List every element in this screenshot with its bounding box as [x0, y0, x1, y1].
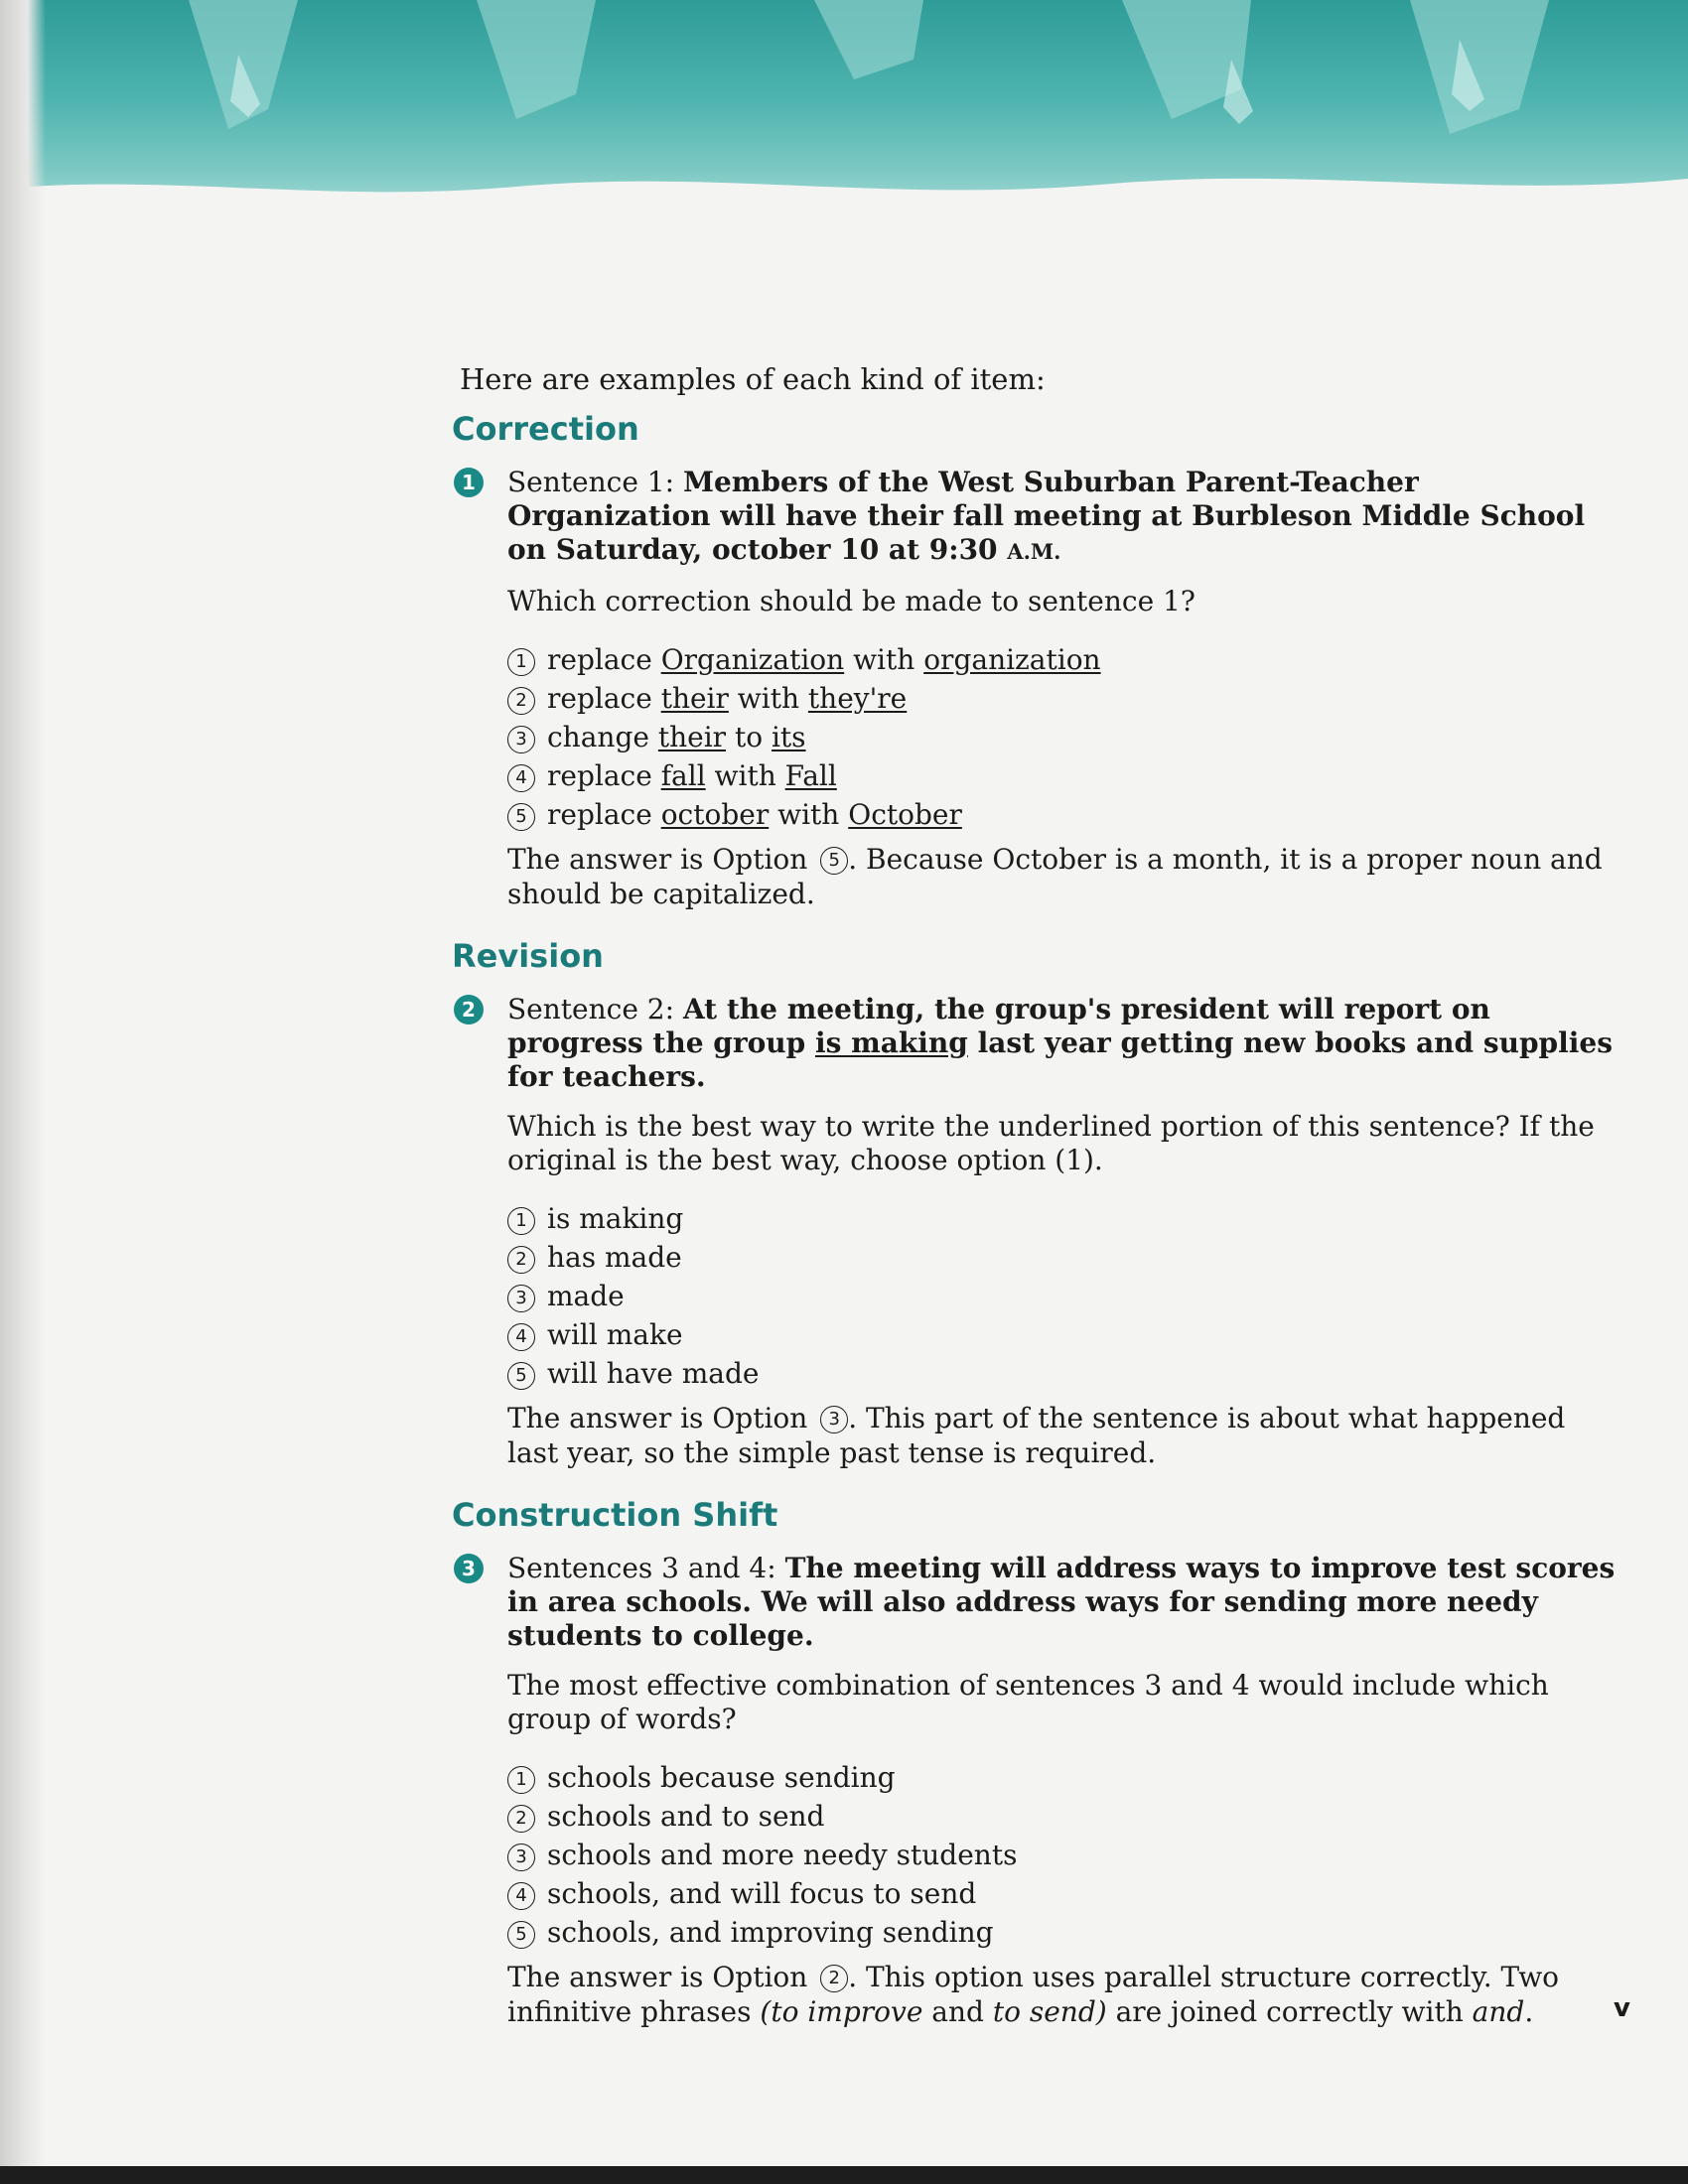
option-list: [507, 1199, 1623, 1393]
option-5[interactable]: [507, 1913, 1623, 1952]
option-number: 1: [507, 648, 535, 676]
sentence-time: A.M.: [1007, 539, 1061, 564]
option-number: 4: [507, 764, 535, 792]
option-text: replace: [547, 643, 661, 676]
item-3: [452, 1552, 1623, 2029]
option-underlined: October: [848, 798, 962, 831]
intro-text: Here are examples of each kind of item:: [460, 362, 1046, 396]
option-2[interactable]: [507, 679, 1623, 718]
answer-option-number: 5: [820, 847, 848, 875]
option-number: 2: [507, 1246, 535, 1274]
option-underlined: their: [660, 682, 729, 715]
option-underlined: they're: [807, 682, 908, 715]
option-text: will have made: [547, 1357, 760, 1390]
option-text: with: [705, 759, 785, 792]
option-5[interactable]: [507, 1354, 1623, 1393]
sentence-text: The meeting will address ways to improve test scores in area schools. We will also address ways for sending more needy students to college.: [507, 1552, 1616, 1652]
option-underlined: october: [660, 798, 770, 831]
option-number: 1: [507, 1766, 535, 1794]
option-list: [507, 640, 1623, 834]
answer-italic: (to improve: [760, 1995, 923, 2028]
option-text: schools, and improving sending: [547, 1916, 994, 1949]
binding-shadow: [0, 0, 46, 2184]
option-text: with: [769, 798, 849, 831]
answer-italic: and: [1472, 1995, 1525, 2028]
page-content: [452, 362, 1623, 2055]
answer-explanation: [507, 1960, 1623, 2029]
item-sentence: [507, 993, 1623, 1094]
option-text: schools because sending: [547, 1761, 896, 1794]
page-bottom-edge: [0, 2166, 1688, 2184]
sentence-text: At the meeting, the group's president will report on progress the group: [507, 993, 1490, 1059]
option-text: replace: [547, 759, 661, 792]
option-text: with: [728, 682, 808, 715]
option-text: change: [547, 721, 658, 753]
answer-text: . This part of the sentence is about what happened last year, so the simple past tense is required.: [507, 1402, 1566, 1469]
option-number: 2: [507, 1805, 535, 1833]
item-number-badge: 1: [454, 468, 484, 497]
option-number: 3: [507, 1285, 535, 1312]
answer-text: . Because October is a month, it is a proper noun and should be capitalized.: [507, 843, 1603, 910]
sentence-text: last year getting new books and supplies for teachers.: [507, 1026, 1613, 1093]
answer-option-number: 2: [820, 1965, 848, 1992]
sentence-text: Members of the West Suburban Parent-Teacher Organization will have their fall meeting at Burbleson Middle School on Saturday, october 10 at 9:30: [507, 466, 1586, 566]
item-question: Which is the best way to write the underlined portion of this sentence? If the original is the best way, choose option (1).: [507, 1110, 1595, 1176]
sentence-underlined-portion: is making: [814, 1026, 968, 1059]
answer-explanation: [507, 842, 1623, 911]
item-number-badge: 3: [454, 1554, 484, 1583]
item-1: [452, 466, 1623, 911]
option-5[interactable]: [507, 795, 1623, 834]
option-number: 4: [507, 1323, 535, 1351]
answer-text: . This option uses parallel structure correctly. Two infinitive phrases: [507, 1961, 1560, 2028]
option-3[interactable]: [507, 718, 1623, 756]
option-text: made: [547, 1280, 625, 1312]
answer-option-number: 3: [820, 1406, 848, 1433]
pencils-illustration: [0, 0, 1688, 213]
item-2: [452, 993, 1623, 1470]
option-text: schools and more needy students: [547, 1839, 1018, 1871]
option-number: 5: [507, 803, 535, 831]
option-underlined: its: [771, 721, 806, 753]
item-number-badge: 2: [454, 995, 484, 1024]
option-text: schools and to send: [547, 1800, 825, 1833]
option-number: 5: [507, 1921, 535, 1949]
option-2[interactable]: [507, 1797, 1623, 1836]
option-underlined: Fall: [784, 759, 837, 792]
sentence-label: Sentences 3 and 4:: [507, 1552, 785, 1584]
item-question: The most effective combination of sentences 3 and 4 would include which group of words?: [507, 1669, 1549, 1735]
option-text: is making: [547, 1202, 684, 1235]
item-sentence: [507, 466, 1623, 569]
option-3[interactable]: [507, 1836, 1623, 1874]
answer-text: and: [922, 1995, 993, 2028]
heading-revision: Revision: [452, 937, 604, 975]
option-4[interactable]: [507, 1874, 1623, 1913]
page-number: v: [1614, 1993, 1630, 2023]
answer-italic: to send): [992, 1995, 1107, 2028]
option-2[interactable]: [507, 1238, 1623, 1277]
option-1[interactable]: [507, 1199, 1623, 1238]
option-underlined: their: [657, 721, 727, 753]
option-text: replace: [547, 798, 661, 831]
option-underlined: fall: [660, 759, 706, 792]
option-text: replace: [547, 682, 661, 715]
option-number: 3: [507, 726, 535, 753]
option-number: 3: [507, 1843, 535, 1871]
answer-label: The answer is Option: [507, 843, 817, 876]
option-3[interactable]: [507, 1277, 1623, 1315]
option-1[interactable]: [507, 1758, 1623, 1797]
option-number: 2: [507, 687, 535, 715]
answer-text: .: [1524, 1995, 1534, 2028]
option-underlined: Organization: [660, 643, 845, 676]
option-text: has made: [547, 1241, 682, 1274]
option-text: will make: [547, 1318, 683, 1351]
heading-correction: Correction: [452, 410, 639, 448]
item-sentence: [507, 1552, 1623, 1653]
sentence-label: Sentence 1:: [507, 466, 683, 498]
option-number: 4: [507, 1882, 535, 1910]
option-underlined: organization: [923, 643, 1101, 676]
option-text: with: [844, 643, 924, 676]
decorative-banner: [0, 0, 1688, 213]
option-number: 5: [507, 1362, 535, 1390]
option-4[interactable]: [507, 756, 1623, 795]
answer-explanation: [507, 1401, 1623, 1470]
option-list: [507, 1758, 1623, 1952]
answer-label: The answer is Option: [507, 1402, 817, 1434]
option-text: to: [726, 721, 772, 753]
item-question: Which correction should be made to sentence 1?: [507, 585, 1196, 617]
answer-text: are joined correctly with: [1106, 1995, 1473, 2028]
option-text: schools, and will focus to send: [547, 1877, 977, 1910]
sentence-label: Sentence 2:: [507, 993, 683, 1025]
option-number: 1: [507, 1207, 535, 1235]
option-1[interactable]: [507, 640, 1623, 679]
answer-label: The answer is Option: [507, 1961, 817, 1993]
option-4[interactable]: [507, 1315, 1623, 1354]
heading-construction-shift: Construction Shift: [452, 1496, 778, 1534]
